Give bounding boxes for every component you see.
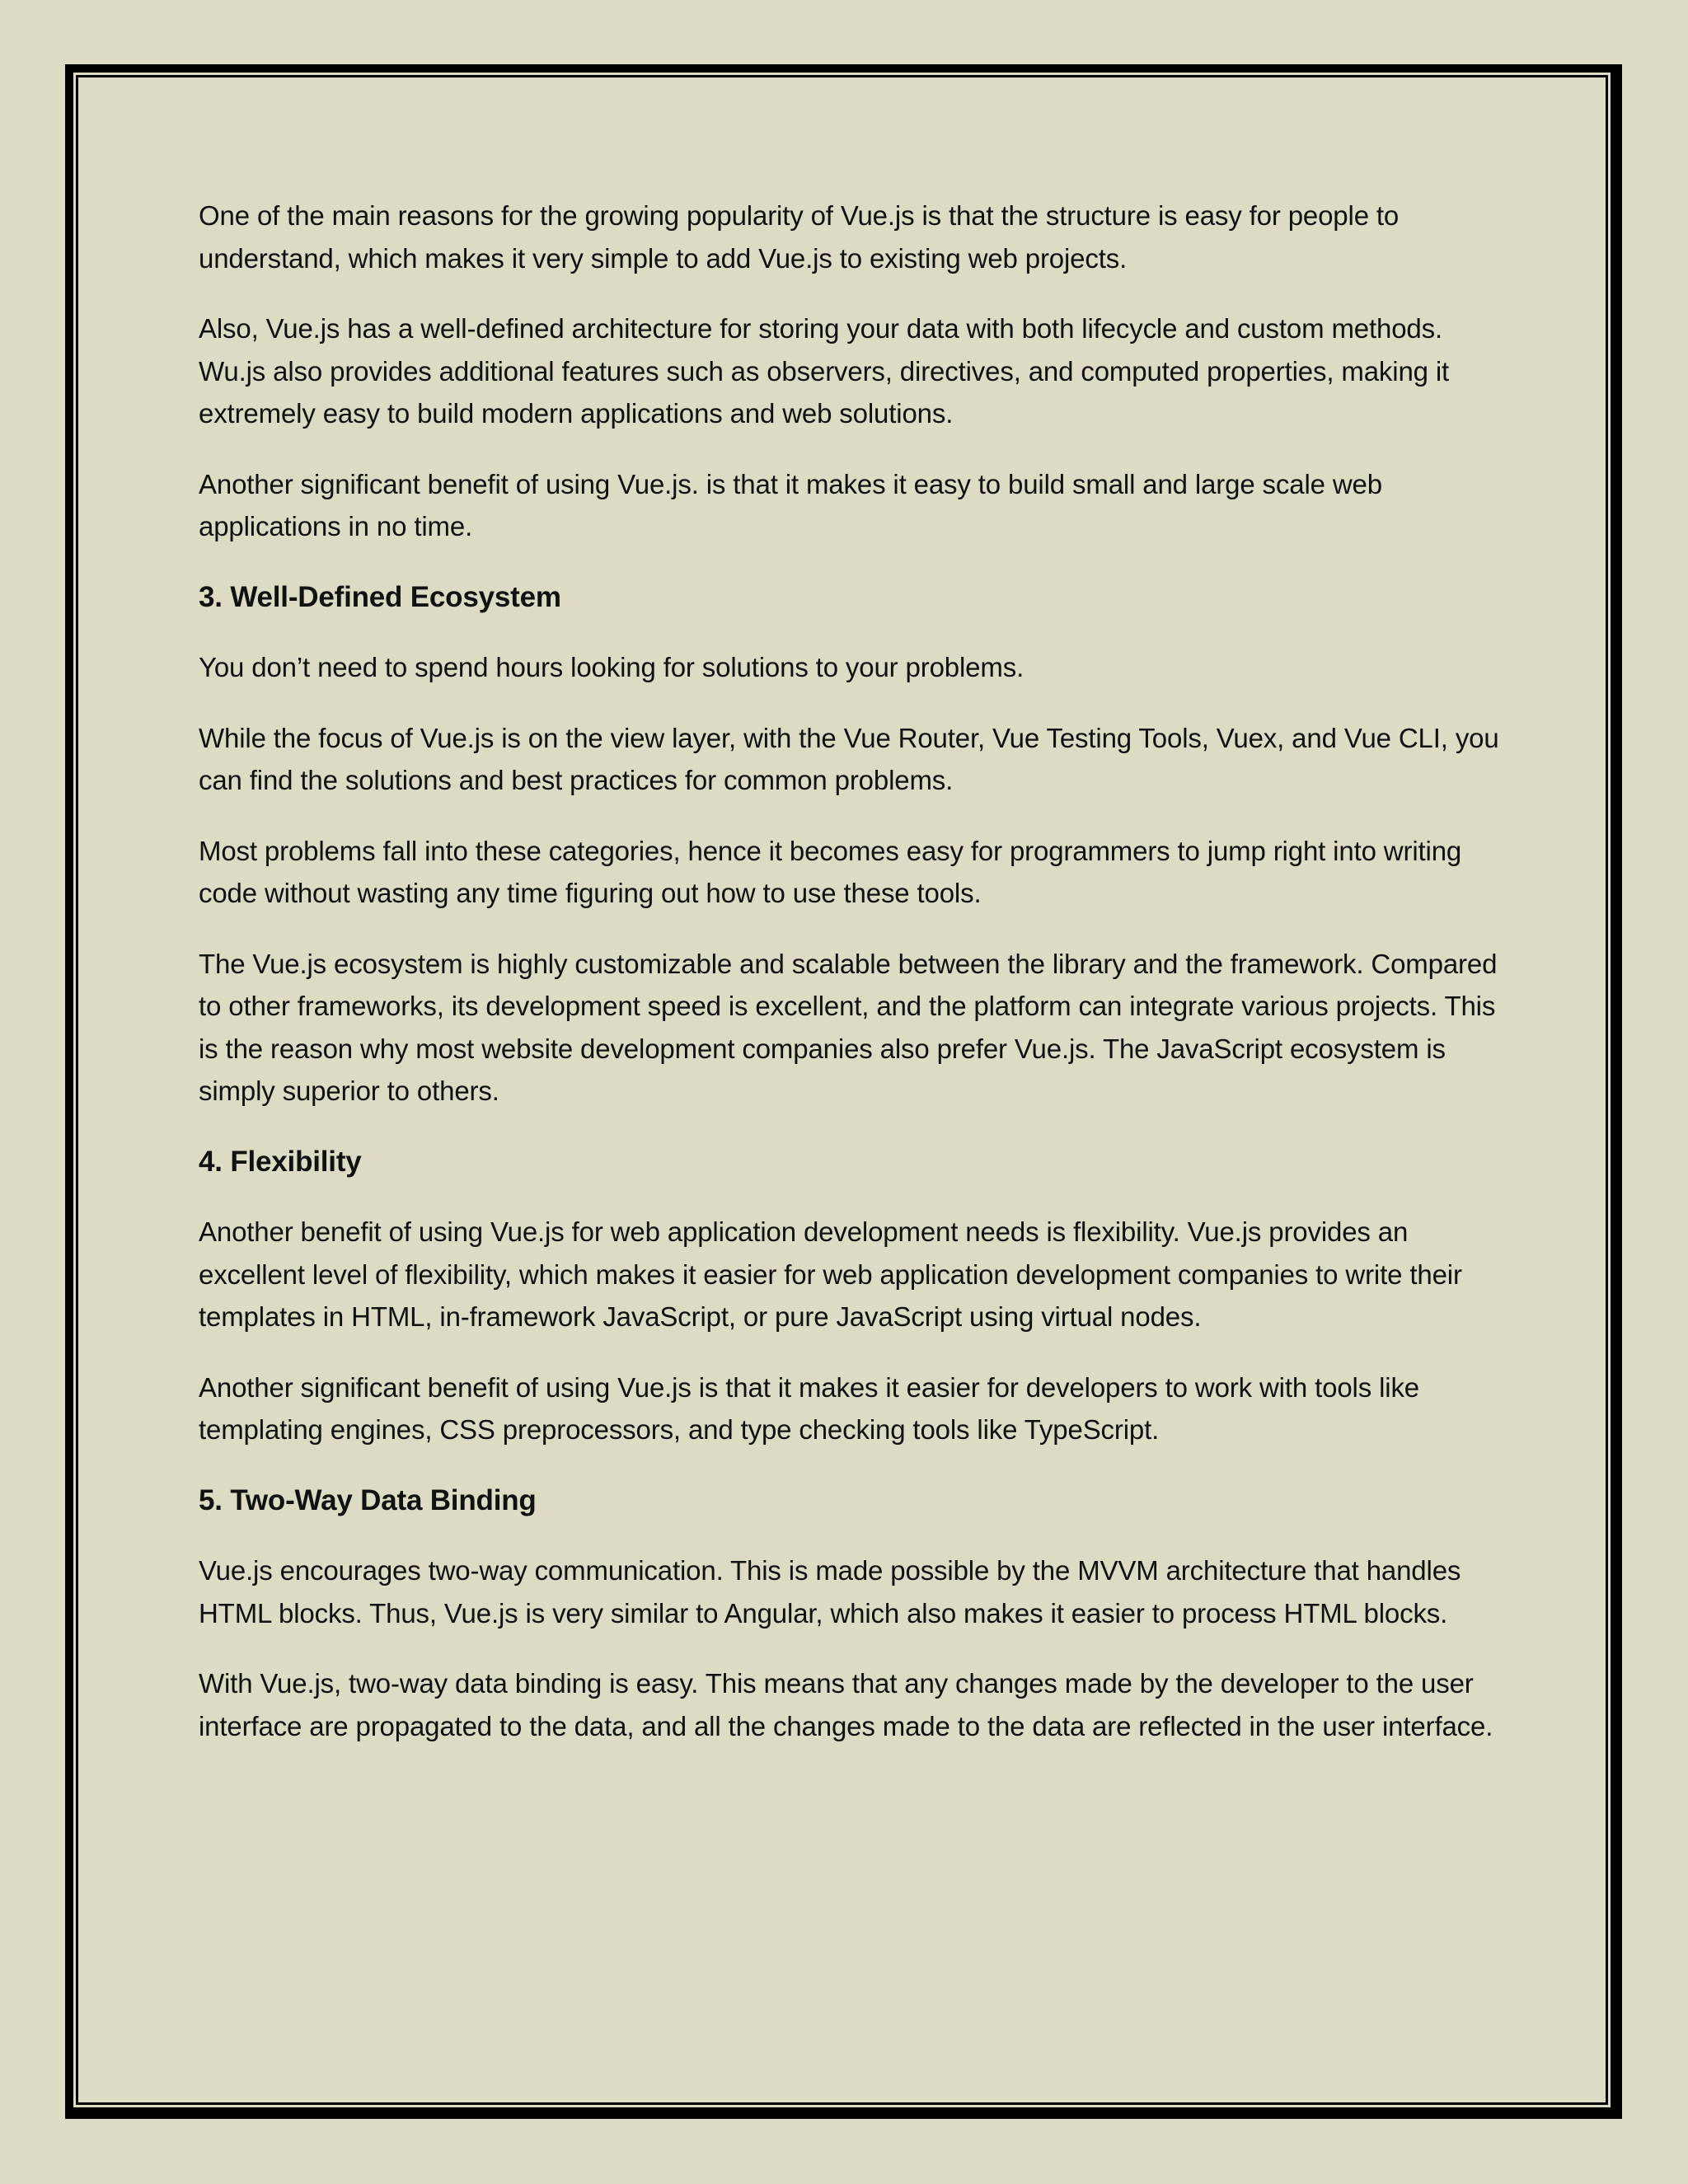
paragraph-vue-popularity: One of the main reasons for the growing popularity of Vue.js is that the structure is easy for people to understand, which makes it very simple to add Vue.js to existing web projects.: [199, 200, 1400, 274]
paragraph-ecosystem-categories: Most problems fall into these categories, hence it becomes easy for programmers to jump right into writing code without wasting any time figuring out how to use these tools.: [199, 835, 1462, 908]
paragraph-binding-mvvm: Vue.js encourages two-way communication. This is made possible by the MVVM architecture that handles HTML blocks. Thus, Vue.js is very similar to Angular, which also makes it easier to process HTML blocks.: [199, 1555, 1461, 1629]
paragraph-vue-scale: Another significant benefit of using Vue.js. is that it makes it easy to build small and large scale web applications in no time.: [199, 468, 1382, 541]
paragraph-ecosystem-tools: While the focus of Vue.js is on the view layer, with the Vue Router, Vue Testing Tools, Vuex, and Vue CLI, you can find the solutions and best practices for common problems.: [199, 722, 1499, 795]
heading-well-defined-ecosystem: 3. Well-Defined Ecosystem: [199, 580, 561, 613]
paragraph-ecosystem-intro: You don’t need to spend hours looking for solutions to your problems.: [199, 652, 1025, 682]
document-body: [199, 194, 1501, 1775]
paragraph-flexibility-benefit: Another benefit of using Vue.js for web application development needs is flexibility. Vue.js provides an excellent level of flexibility, which makes it easier for web application development companies to write their templates in HTML, in-framework JavaScript, or pure JavaScript using virtual nodes.: [199, 1216, 1462, 1332]
paragraph-vue-architecture: Also, Vue.js has a well-defined architecture for storing your data with both lifecycle and custom methods. Wu.js also provides additional features such as observers, directives, and computed properties, making it extremely easy to build modern applications and web solutions.: [199, 313, 1450, 429]
heading-flexibility: 4. Flexibility: [199, 1145, 362, 1178]
paragraph-ecosystem-customizable: The Vue.js ecosystem is highly customizable and scalable between the library and the framework. Compared to other frameworks, its development speed is excellent, and the platform can integrate various projects. This is the reason why most website development companies also prefer Vue.js. The JavaScript ecosystem is simply superior to others.: [199, 948, 1498, 1106]
paragraph-binding-easy: With Vue.js, two-way data binding is easy. This means that any changes made by the developer to the user interface are propagated to the data, and all the changes made to the data are reflected in the user interface.: [199, 1668, 1493, 1741]
paragraph-flexibility-tools: Another significant benefit of using Vue.js is that it makes it easier for developers to work with tools like templating engines, CSS preprocessors, and type checking tools like TypeScript.: [199, 1371, 1419, 1445]
heading-two-way-data-binding: 5. Two-Way Data Binding: [199, 1483, 537, 1516]
